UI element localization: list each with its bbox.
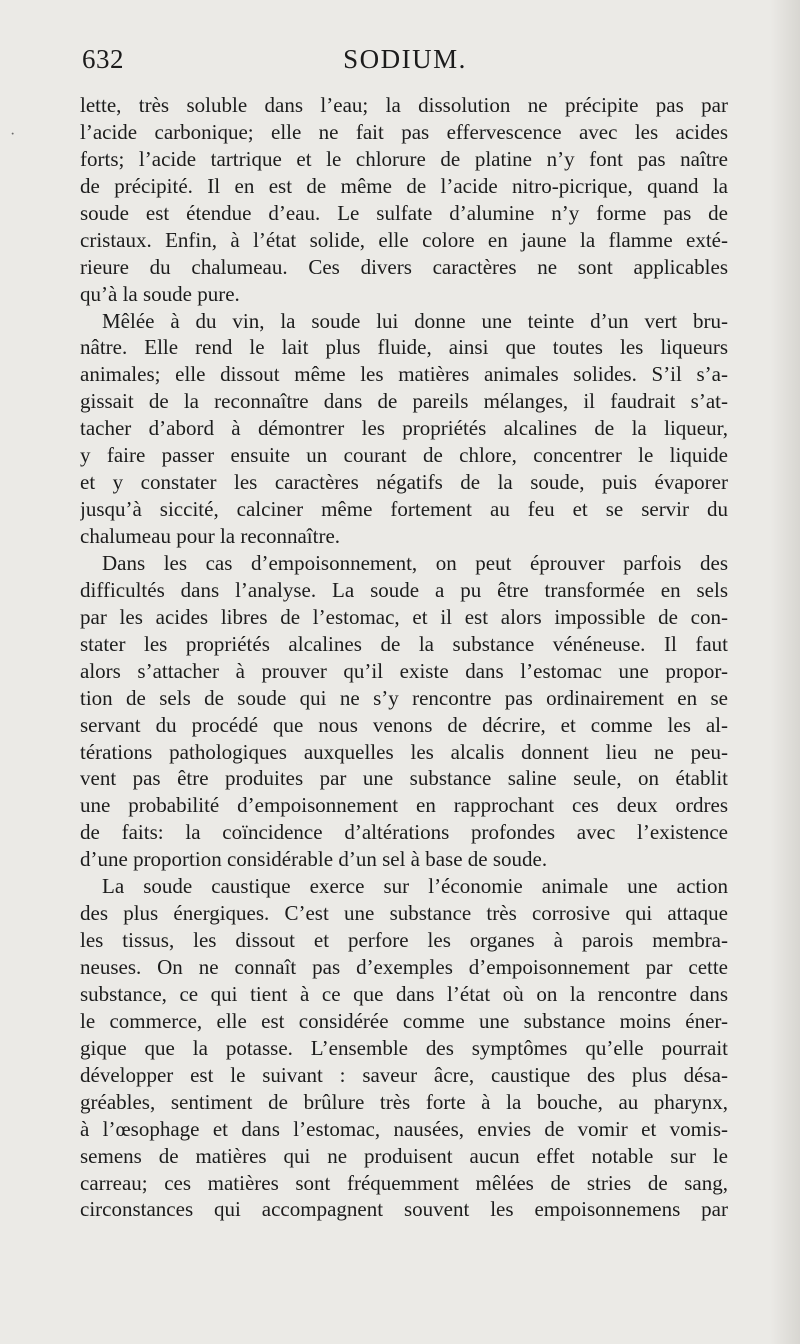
text-line: alors s’attacher à prouver qu’il existe dans l’estomac une propor-: [80, 658, 728, 683]
text-line: de faits: la coïncidence d’altérations profondes avec l’existence: [80, 820, 728, 845]
text-line: animales; elle dissout même les matières animales solides. S’il s’a-: [80, 362, 728, 387]
body-text: [80, 92, 728, 1223]
text-line: le commerce, elle est considérée comme une substance moins éner-: [80, 1008, 728, 1033]
text-line: carreau; ces matières sont fréquemment mêlées de stries de sang,: [80, 1170, 728, 1195]
text-line: et y constater les caractères négatifs de la soude, puis évaporer: [80, 470, 728, 495]
text-line: térations pathologiques auxquelles les alcalis donnent lieu ne peu-: [80, 739, 728, 764]
text-line: substance, ce qui tient à ce que dans l’état où on la rencontre dans: [80, 981, 728, 1006]
text-line: lette, très soluble dans l’eau; la dissolution ne précipite pas par: [80, 93, 728, 117]
text-line: par les acides libres de l’estomac, et il est alors impossible de con-: [80, 604, 728, 629]
page-number: 632: [82, 44, 124, 74]
text-line: neuses. On ne connaît pas d’exemples d’empoisonnement par cette: [80, 955, 728, 979]
text-line: développer est le suivant : saveur âcre, caustique des plus désa-: [80, 1062, 728, 1087]
text-line: tacher d’abord à démontrer les propriétés alcalines de la liqueur,: [80, 416, 728, 441]
text-line: tion de sels de soude qui ne s’y rencontre pas ordinairement en se: [80, 685, 728, 710]
text-line: Dans les cas d’empoisonnement, on peut éprouver parfois des: [102, 550, 728, 575]
text-line: de précipité. Il en est de même de l’acide nitro-picrique, quand la: [80, 173, 728, 198]
text-line: rieure du chalumeau. Ces divers caractères ne sont applicables: [80, 254, 728, 279]
text-line: gissait de la reconnaître dans de pareils mélanges, il faudrait s’at-: [80, 389, 728, 414]
text-line: cristaux. Enfin, à l’état solide, elle colore en jaune la flamme exté-: [80, 227, 728, 252]
text-line: vent pas être produites par une substance saline seule, on établit: [80, 766, 728, 791]
text-line: soude est étendue d’eau. Le sulfate d’alumine n’y forme pas de: [80, 200, 728, 225]
text-line: circonstances qui accompagnent souvent les empoisonnemens par: [80, 1197, 728, 1222]
text-line: difficultés dans l’analyse. La soude a pu être transformée en sels: [80, 577, 728, 602]
page-header: [82, 44, 728, 84]
text-line: La soude caustique exerce sur l’économie animale une action: [102, 874, 728, 899]
text-line: forts; l’acide tartrique et le chlorure de platine n’y font pas naître: [80, 146, 728, 171]
margin-speck: ·: [10, 126, 16, 143]
text-line: des plus énergiques. C’est une substance très corrosive qui attaque: [80, 901, 728, 926]
text-line: chalumeau pour la reconnaître.: [80, 524, 341, 548]
text-line: servant du procédé que nous venons de décrire, et comme les al-: [80, 712, 728, 737]
page-edge-shadow: [770, 0, 800, 1344]
text-line: gique que la potasse. L’ensemble des symptômes qu’elle pourrait: [80, 1035, 728, 1060]
text-line: semens de matières qui ne produisent aucun effet notable sur le: [80, 1143, 728, 1168]
text-line: d’une proportion considérable d’un sel à base de soude.: [80, 847, 548, 872]
text-line: stater les propriétés alcalines de la substance vénéneuse. Il faut: [80, 631, 728, 656]
text-line: nâtre. Elle rend le lait plus fluide, ainsi que toutes les liqueurs: [80, 335, 728, 360]
text-line: jusqu’à siccité, calciner même fortement au feu et se servir du: [80, 497, 728, 522]
text-line: à l’œsophage et dans l’estomac, nausées, envies de vomir et vomis-: [80, 1116, 728, 1141]
running-head: SODIUM.: [343, 44, 467, 74]
text-line: une probabilité d’empoisonnement en rapprochant ces deux ordres: [80, 793, 728, 818]
text-line: l’acide carbonique; elle ne fait pas effervescence avec les acides: [80, 119, 728, 144]
text-line: qu’à la soude pure.: [80, 281, 240, 306]
text-line: les tissus, les dissout et perfore les organes à parois membra-: [80, 928, 728, 953]
text-line: gréables, sentiment de brûlure très forte à la bouche, au pharynx,: [80, 1089, 728, 1114]
text-line: y faire passer ensuite un courant de chlore, concentrer le liquide: [80, 443, 728, 468]
text-line: Mêlée à du vin, la soude lui donne une teinte d’un vert bru-: [102, 308, 728, 333]
